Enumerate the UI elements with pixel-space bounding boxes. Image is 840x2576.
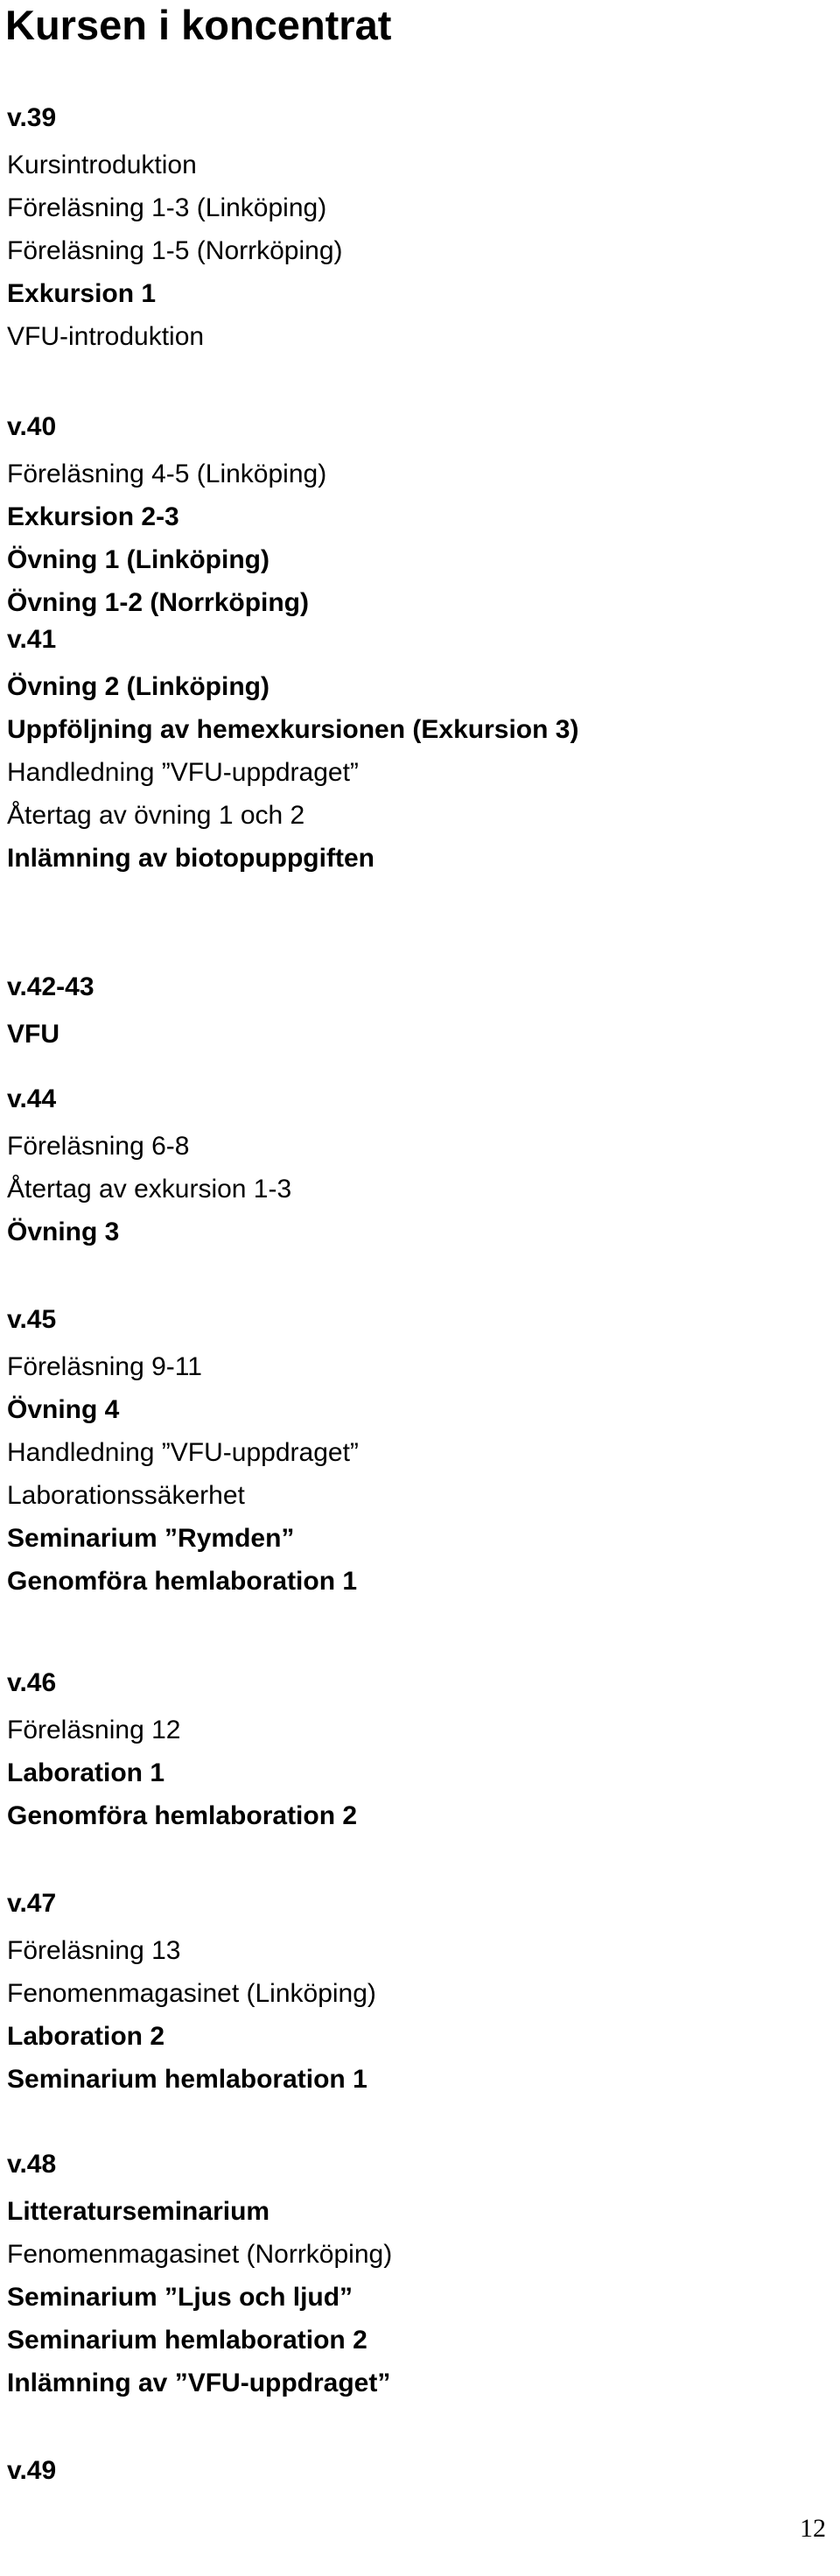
schedule-item: Exkursion 2-3: [7, 502, 179, 531]
schedule-item: Föreläsning 1-3 (Linköping): [7, 193, 327, 222]
schedule-item: Laborationssäkerhet: [7, 1481, 245, 1510]
schedule-item: Föreläsning 4-5 (Linköping): [7, 460, 327, 488]
week-header: v.39: [7, 103, 57, 132]
schedule-item: Föreläsning 6-8: [7, 1132, 190, 1161]
page-title: Kursen i koncentrat: [5, 2, 392, 48]
schedule-item: Seminarium hemlaboration 1: [7, 2065, 368, 2094]
week-header: v.47: [7, 1889, 57, 1918]
schedule-item: Återtag av övning 1 och 2: [7, 801, 305, 830]
week-header: v.45: [7, 1305, 57, 1334]
schedule-item: Återtag av exkursion 1-3: [7, 1175, 292, 1204]
schedule-item: Föreläsning 12: [7, 1716, 181, 1744]
schedule-item: VFU-introduktion: [7, 322, 205, 351]
schedule-item: Exkursion 1: [7, 279, 157, 308]
schedule-item: Fenomenmagasinet (Linköping): [7, 1979, 376, 2008]
week-header: v.49: [7, 2456, 57, 2485]
week-header: v.40: [7, 412, 57, 441]
schedule-item: Seminarium hemlaboration 2: [7, 2326, 368, 2355]
schedule-item: Handledning ”VFU-uppdraget”: [7, 1438, 359, 1467]
schedule-item: Genomföra hemlaboration 1: [7, 1567, 358, 1596]
schedule-item: Övning 4: [7, 1395, 120, 1424]
schedule-item: Inlämning av ”VFU-uppdraget”: [7, 2369, 391, 2397]
schedule-item: Föreläsning 9-11: [7, 1352, 202, 1381]
schedule-item: Handledning ”VFU-uppdraget”: [7, 758, 359, 787]
schedule-item: Övning 1 (Linköping): [7, 545, 270, 574]
schedule-item: Seminarium ”Rymden”: [7, 1524, 295, 1553]
schedule-item: Seminarium ”Ljus och ljud”: [7, 2283, 354, 2312]
week-header: v.41: [7, 625, 57, 654]
week-header: v.48: [7, 2150, 57, 2179]
schedule-item: Uppföljning av hemexkursionen (Exkursion 3): [7, 715, 579, 744]
schedule-item: VFU: [7, 1020, 60, 1049]
schedule-item: Föreläsning 1-5 (Norrköping): [7, 236, 343, 265]
schedule-item: Inlämning av biotopuppgiften: [7, 844, 374, 873]
page-number: 12: [800, 2514, 826, 2543]
schedule-item: Övning 2 (Linköping): [7, 672, 270, 701]
schedule-item: Kursintroduktion: [7, 151, 197, 179]
schedule-item: Genomföra hemlaboration 2: [7, 1801, 358, 1830]
week-header: v.42-43: [7, 972, 94, 1001]
schedule-item: Litteraturseminarium: [7, 2197, 270, 2226]
week-header: v.46: [7, 1668, 57, 1697]
schedule-item: Fenomenmagasinet (Norrköping): [7, 2240, 393, 2269]
schedule-item: Övning 3: [7, 1218, 120, 1246]
schedule-item: Laboration 2: [7, 2022, 165, 2051]
schedule-item: Laboration 1: [7, 1758, 165, 1787]
schedule-item: Övning 1-2 (Norrköping): [7, 588, 309, 617]
week-header: v.44: [7, 1084, 57, 1113]
schedule-item: Föreläsning 13: [7, 1936, 181, 1965]
